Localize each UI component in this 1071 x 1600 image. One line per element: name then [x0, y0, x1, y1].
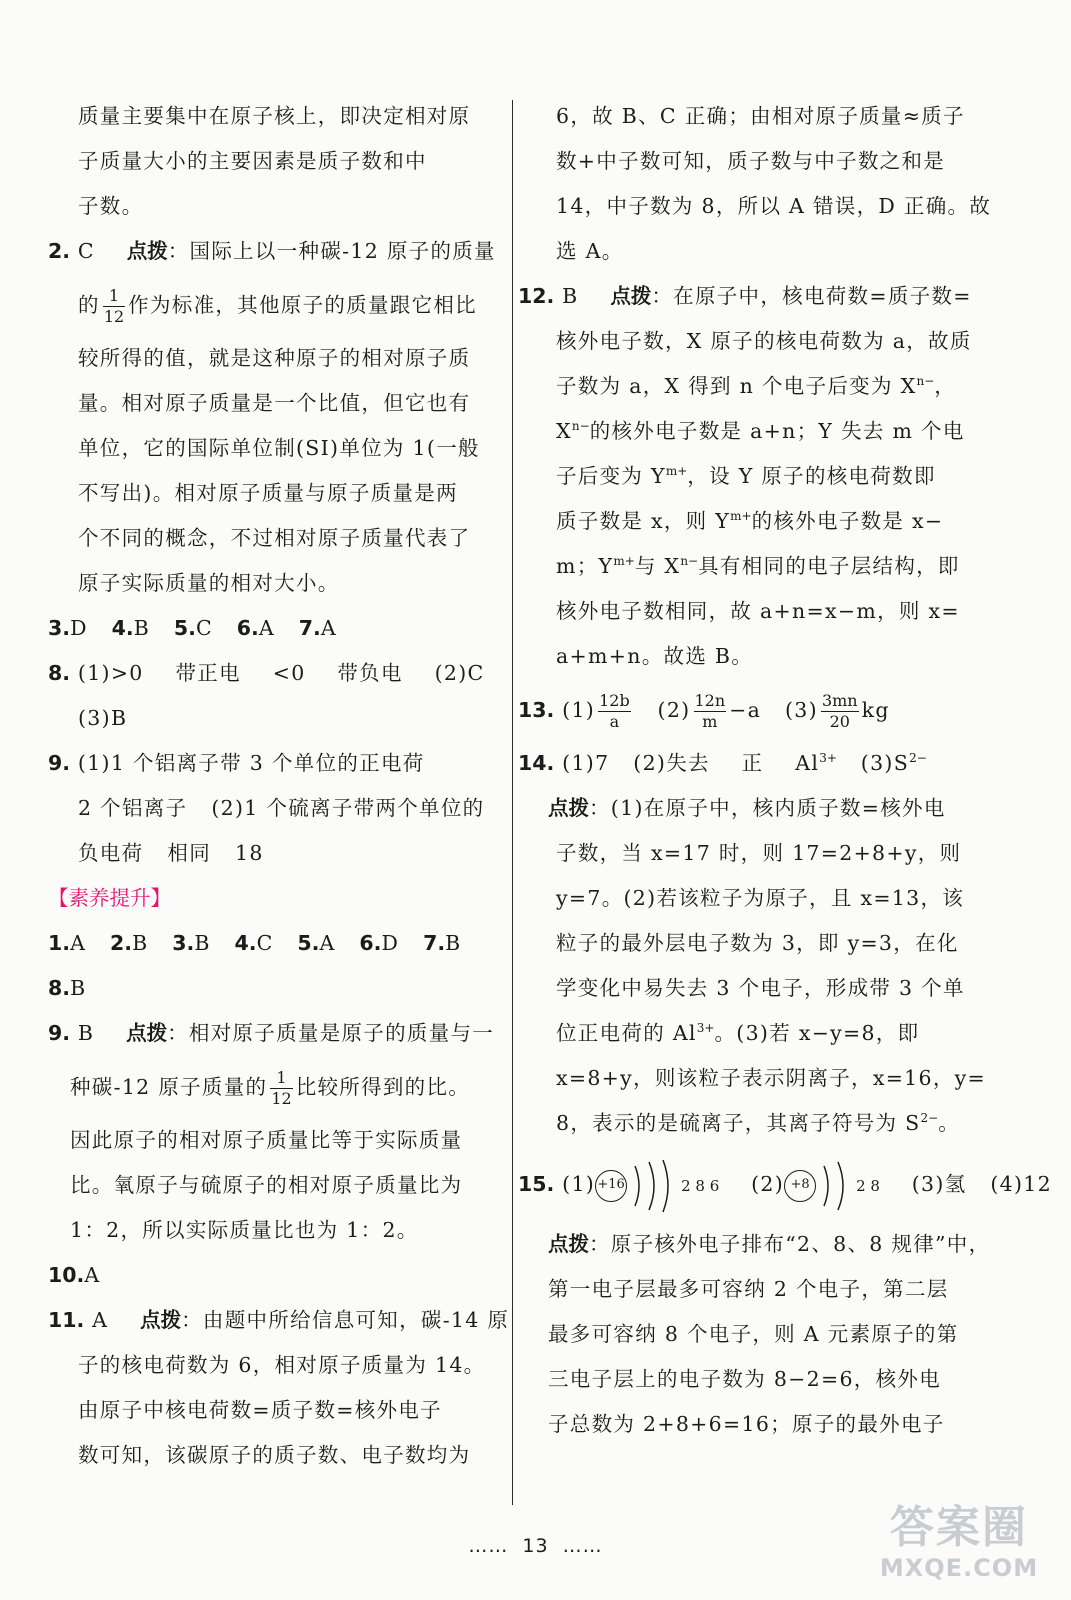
- text-line: 6，故 B、C 正确；由相对原子质量≈质子: [556, 104, 965, 128]
- answer-9: [48, 741, 506, 786]
- answer-2: [48, 229, 506, 274]
- tip-text: ：相对原子质量是原子的质量与一: [167, 1021, 495, 1045]
- fraction-denominator: 12: [103, 307, 125, 326]
- answer-part: 正: [741, 751, 764, 775]
- text-line: (3)B: [78, 706, 128, 730]
- fraction-denominator: m: [702, 712, 718, 731]
- answer-s10: [48, 1253, 506, 1298]
- tip-text: ：由题中所给信息可知，碳-14 原: [181, 1308, 510, 1332]
- fraction-numerator: 12n: [694, 691, 726, 710]
- answer-part: (1)>0: [77, 661, 144, 685]
- text-line: 单位，它的国际单位制(SI)单位为 1(一般: [78, 436, 480, 460]
- text-span: ，: [934, 374, 957, 398]
- text-line: 14，中子数为 8，所以 A 错误，D 正确。故: [556, 194, 992, 218]
- answer-choice: A: [320, 616, 337, 640]
- text-line: 子的核电荷数为 6，相对原子质量为 14。: [78, 1353, 486, 1377]
- answer-part: 2 个铝离子: [78, 796, 188, 820]
- nucleus-circle: +8: [784, 1170, 816, 1202]
- answer-choice: D: [70, 616, 88, 640]
- text-span: 与 X: [634, 554, 681, 578]
- answers-3-7: [48, 606, 506, 651]
- answer-part: (3)氢: [911, 1172, 967, 1196]
- text-span: ，设 Y 原子的核电荷数即: [687, 464, 936, 488]
- answer-part: (2): [751, 1172, 785, 1196]
- text-line: a+m+n。故选 B。: [556, 644, 754, 668]
- answer-part: 18: [235, 841, 264, 865]
- answer-choice: C: [195, 616, 213, 640]
- fraction-denominator: a: [609, 712, 620, 731]
- text-line: y=7。(2)若该粒子为原子，且 x=13，该: [556, 886, 965, 910]
- answer-part: 带负电: [337, 661, 403, 685]
- answer-choice: B: [194, 931, 211, 955]
- fraction: [270, 1068, 292, 1109]
- text-line: [518, 409, 998, 454]
- question-number: 3.: [172, 931, 195, 955]
- text-line: 不写出)。相对原子质量与原子质量是两: [78, 481, 458, 505]
- charge-superscript: n−: [680, 554, 699, 569]
- answer-choice: A: [70, 931, 87, 955]
- answer-part: <0: [272, 661, 306, 685]
- watermark-logo: [869, 1503, 1049, 1593]
- text-line: [48, 786, 506, 831]
- text-line: 数+中子数可知，质子数与中子数之和是: [556, 149, 946, 173]
- question-number: 13.: [518, 698, 555, 722]
- text-line: 学变化中易失去 3 个电子，形成带 3 个单: [556, 976, 965, 1000]
- text-line: 数可知，该碳原子的质子数、电子数均为: [78, 1443, 471, 1467]
- answer-part: (1)7: [562, 751, 610, 775]
- watermark-text: 答案圈: [890, 1502, 1028, 1553]
- question-number: 1.: [48, 931, 71, 955]
- text-line: [518, 1011, 998, 1056]
- text-span: 子后变为 Y: [556, 464, 666, 488]
- question-number: 4.: [111, 616, 134, 640]
- electron-shell-arcs-icon: [629, 1158, 673, 1214]
- fraction: [694, 691, 727, 732]
- text-span: m；Y: [556, 554, 614, 578]
- text-line: 子质量大小的主要因素是质子数和中: [78, 149, 427, 173]
- text-line: 因此原子的相对原子质量比等于实际质量: [70, 1128, 463, 1152]
- answer-13: [518, 679, 998, 741]
- tip-text: ：(1)在原子中，核内质子数=核外电: [589, 796, 946, 820]
- answer-text: (1)1 个铝离子带 3 个单位的正电荷: [77, 751, 425, 775]
- text-line: 核外电子数相同，故 a+n=x−m，则 x=: [556, 599, 960, 623]
- answer-choice: B: [70, 976, 87, 1000]
- text-line: [518, 454, 998, 499]
- answer-14: [518, 741, 998, 786]
- answer-choice: C: [77, 239, 95, 263]
- answer-12: [518, 274, 998, 319]
- text-span: 比较所得到的比。: [295, 1075, 471, 1099]
- question-number: 12.: [518, 284, 555, 308]
- answer-part: Al: [795, 751, 820, 775]
- text-line: 第一电子层最多可容纳 2 个电子，第二层: [548, 1277, 949, 1301]
- answer-choice: C: [256, 931, 274, 955]
- charge-superscript: 2−: [920, 1111, 939, 1126]
- text-line: 较所得的值，就是这种原子的相对原子质: [78, 346, 471, 370]
- text-line: [48, 274, 506, 336]
- question-number: 7.: [298, 616, 321, 640]
- fraction: [598, 691, 631, 732]
- watermark-url: MXQE.COM: [879, 1554, 1039, 1582]
- tip-label: 点拨: [548, 1232, 589, 1256]
- charge-superscript: 3+: [696, 1021, 715, 1036]
- question-number: 14.: [518, 751, 555, 775]
- text-line: [518, 1222, 998, 1267]
- question-number: 4.: [234, 931, 257, 955]
- text-line: 个不同的概念，不过相对原子质量代表了: [78, 526, 471, 550]
- answer-part: (2)1 个硫离子带两个单位的: [211, 796, 485, 820]
- text-span: X: [556, 419, 572, 443]
- question-number: 9.: [48, 1021, 71, 1045]
- question-number: 11.: [48, 1308, 85, 1332]
- answer-s8: [48, 966, 506, 1011]
- text-line: [518, 364, 998, 409]
- text-span: 子数为 a，X 得到 n 个电子后变为 X: [556, 374, 917, 398]
- fraction-numerator: 3mn: [821, 691, 858, 710]
- text-span: 质子数是 x，则 Y: [556, 509, 731, 533]
- left-column: [48, 94, 510, 1478]
- answer-part: −a: [729, 698, 762, 722]
- text-span: 位正电荷的 Al: [556, 1021, 697, 1045]
- text-line: 比。氧原子与硫原子的相对原子质量比为: [70, 1173, 463, 1197]
- answer-choice: B: [445, 931, 462, 955]
- section-title: 【素养提升】: [48, 886, 171, 910]
- text-line: 子数。: [78, 194, 144, 218]
- text-line: 最多可容纳 8 个电子，则 A 元素原子的第: [548, 1322, 959, 1346]
- answer-part: 带正电: [175, 661, 241, 685]
- fraction: [821, 691, 859, 732]
- electron-shell-counts: 2 8: [856, 1177, 880, 1195]
- answer-part: 相同: [167, 841, 212, 865]
- answer-choice: A: [319, 931, 336, 955]
- answer-part: (2)C: [434, 661, 485, 685]
- text-line: 子数，当 x=17 时，则 17=2+8+y，则: [556, 841, 962, 865]
- footer-dots: ……: [562, 1535, 603, 1557]
- question-number: 15.: [518, 1172, 555, 1196]
- text-span: 。(3)若 x−y=8，即: [714, 1021, 920, 1045]
- fraction-numerator: 12b: [599, 691, 630, 710]
- answer-choice: B: [562, 284, 579, 308]
- text-line: 质量主要集中在原子核上，即决定相对原: [78, 104, 471, 128]
- text-line: [518, 544, 998, 589]
- footer-dots: ……: [468, 1535, 509, 1557]
- answer-part: (3): [785, 698, 818, 722]
- question-number: 9.: [48, 751, 71, 775]
- question-number: 6.: [359, 931, 382, 955]
- question-number: 10.: [48, 1263, 85, 1287]
- answer-part: (1): [562, 698, 596, 722]
- answer-part: (3)S: [860, 751, 910, 775]
- text-line: 核外电子数，X 原子的核电荷数为 a，故质: [556, 329, 972, 353]
- fraction-numerator: 1: [103, 286, 125, 307]
- answer-15: [518, 1146, 1052, 1222]
- fraction-denominator: 12: [271, 1089, 292, 1108]
- question-number: 8.: [48, 661, 71, 685]
- answer-part: (4)12: [990, 1172, 1052, 1196]
- fraction-numerator: 1: [270, 1068, 292, 1089]
- answer-choice: D: [381, 931, 400, 955]
- question-number: 7.: [423, 931, 446, 955]
- text-line: x=8+y，则该粒子表示阴离子，x=16，y=: [556, 1066, 987, 1090]
- text-span: 种碳-12 原子质量的: [70, 1075, 268, 1099]
- text-line: [518, 499, 998, 544]
- answer-s9: [48, 1011, 506, 1056]
- tip-label: 点拨: [548, 796, 589, 820]
- answer-part: (2): [657, 698, 691, 722]
- text-line: 1：2，所以实际质量比也为 1：2。: [70, 1218, 419, 1242]
- tip-label: 点拨: [610, 284, 652, 308]
- text-span: 的核外电子数是 x−: [751, 509, 944, 533]
- answer-part: kg: [861, 698, 890, 722]
- right-column: [518, 94, 1052, 1447]
- text-line: 量。相对原子质量是一个比值，但它也有: [78, 391, 471, 415]
- tip-text: ：在原子中，核电荷数=质子数=: [651, 284, 972, 308]
- question-number: 8.: [48, 976, 71, 1000]
- answer-s11: [48, 1298, 510, 1343]
- text-line: [518, 1101, 998, 1146]
- text-line: 选 A。: [556, 239, 624, 263]
- electron-shell-arcs-icon: [818, 1158, 848, 1214]
- text-span: 的核外电子数是 a+n；Y 失去 m 个电: [589, 419, 965, 443]
- text-line: [48, 831, 506, 876]
- charge-superscript: 2−: [909, 751, 927, 766]
- answer-part: (2)失去: [633, 751, 710, 775]
- text-line: 由原子中核电荷数=质子数=核外电子: [78, 1398, 442, 1422]
- fraction-denominator: 20: [829, 712, 850, 731]
- answers-s1-7: [48, 921, 506, 966]
- answer-choice: B: [77, 1021, 95, 1045]
- answer-choice: B: [133, 616, 151, 640]
- text-line: [48, 1056, 506, 1118]
- text-line: 三电子层上的电子数为 8−2=6，核外电: [548, 1367, 941, 1391]
- tip-label: 点拨: [126, 1021, 168, 1045]
- charge-superscript: m+: [665, 464, 688, 479]
- answer-part: (1): [562, 1172, 596, 1196]
- question-number: 3.: [48, 616, 71, 640]
- question-number: 2.: [110, 931, 133, 955]
- answer-part: 负电荷: [78, 841, 144, 865]
- answer-choice: A: [84, 1263, 101, 1287]
- text-span: 的: [78, 293, 100, 317]
- text-line: 子总数为 2+8+6=16；原子的最外电子: [548, 1412, 945, 1436]
- text-span: 具有相同的电子层结构，即: [698, 554, 960, 578]
- tip-label: 点拨: [140, 1308, 182, 1332]
- section-heading: [48, 876, 506, 921]
- page-number: 13: [522, 1535, 549, 1557]
- nucleus-circle: +16: [595, 1170, 627, 1202]
- question-number: 2.: [48, 239, 71, 263]
- charge-superscript: m+: [613, 554, 635, 569]
- text-span: 作为标准，其他原子的质量跟它相比: [128, 293, 477, 317]
- question-number: 6.: [236, 616, 259, 640]
- fraction: [103, 286, 125, 327]
- text-line: 粒子的最外层电子数为 3，即 y=3，在化: [556, 931, 959, 955]
- text-span: 8，表示的是硫离子，其离子符号为 S: [556, 1111, 921, 1135]
- text-line: 原子实际质量的相对大小。: [78, 571, 340, 595]
- question-number: 5.: [297, 931, 320, 955]
- charge-superscript: n−: [916, 374, 935, 389]
- text-span: 。: [938, 1111, 961, 1135]
- charge-superscript: 3+: [819, 751, 837, 766]
- charge-superscript: n−: [571, 419, 590, 434]
- text-line: [518, 786, 998, 831]
- electron-shell-counts: 2 8 6: [681, 1177, 720, 1195]
- question-number: 5.: [173, 616, 196, 640]
- answer-choice: A: [258, 616, 275, 640]
- answer-8: [48, 651, 506, 696]
- answer-choice: B: [132, 931, 149, 955]
- charge-superscript: m+: [730, 509, 752, 524]
- tip-text: ：原子核外电子排布“2、8、8 规律”中，: [589, 1232, 991, 1256]
- tip-label: 点拨: [126, 239, 168, 263]
- column-divider: [512, 100, 513, 1505]
- tip-text: ：国际上以一种碳-12 原子的质量: [167, 239, 496, 263]
- answer-choice: A: [92, 1308, 109, 1332]
